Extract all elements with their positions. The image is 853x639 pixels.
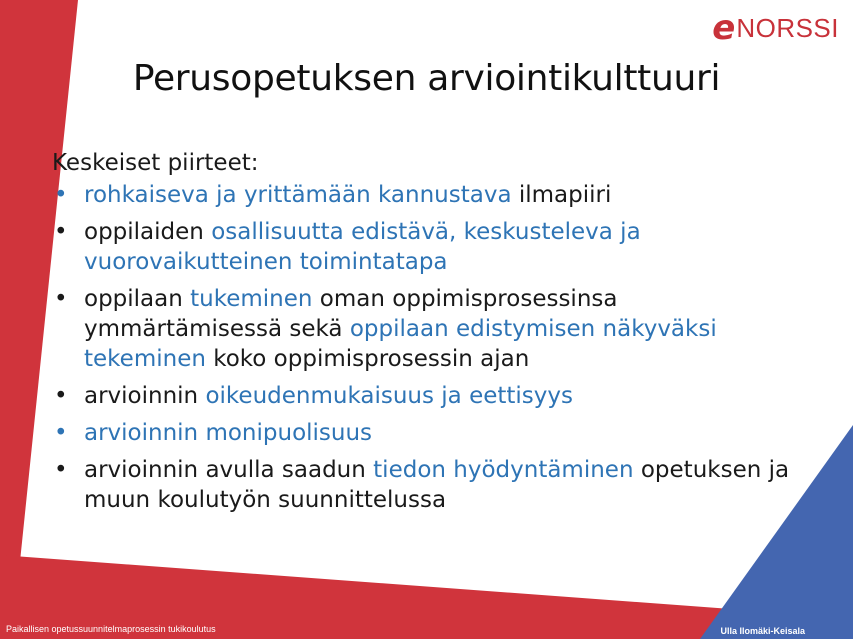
item-text: oppilaan bbox=[84, 286, 191, 312]
bullet-item bbox=[52, 455, 812, 515]
slide-title: Perusopetuksen arviointikulttuuri bbox=[132, 58, 721, 99]
bullet-marker: • bbox=[54, 457, 68, 483]
highlighted-text: osallisuutta edistävä, keskusteleva ja vuorovaikutteinen toimintatapa bbox=[84, 219, 641, 275]
bullet-item bbox=[52, 180, 812, 210]
highlighted-text: tukeminen bbox=[190, 286, 313, 312]
highlighted-text: tiedon hyödyntäminen bbox=[373, 457, 634, 483]
bullet-marker: • bbox=[54, 286, 68, 312]
bullet-item bbox=[52, 418, 812, 448]
bullet-marker: • bbox=[54, 383, 68, 409]
highlighted-text: oppilaan edistymisen näkyväksi tekeminen bbox=[84, 316, 717, 372]
item-text: oman oppimisprosessinsa ymmärtämisessä sekä bbox=[84, 286, 618, 342]
logo-mark: e bbox=[712, 8, 736, 48]
highlighted-text: arvioinnin monipuolisuus bbox=[84, 420, 373, 446]
bullet-marker: • bbox=[54, 219, 68, 245]
item-text: opetuksen ja muun koulutyön suunnittelussa bbox=[84, 457, 790, 513]
bullet-item bbox=[52, 381, 812, 411]
item-text: koko oppimisprosessin ajan bbox=[205, 346, 530, 372]
highlighted-text: rohkaiseva ja yrittämään kannustava bbox=[84, 182, 512, 208]
item-text: ilmapiiri bbox=[511, 182, 612, 208]
item-text: arvioinnin avulla saadun bbox=[84, 457, 374, 483]
slide-content bbox=[52, 148, 812, 522]
footer-author: Ulla Ilomäki-Keisala bbox=[720, 626, 805, 636]
bullet-marker: • bbox=[54, 182, 68, 208]
highlighted-text: oikeudenmukaisuus ja eettisyys bbox=[205, 383, 573, 409]
bullet-marker: • bbox=[54, 420, 68, 446]
logo-text: NORSSI bbox=[736, 13, 839, 43]
footer-left-text: Paikallisen opetussuunnitelmaprosessin tukikoulutus bbox=[6, 624, 216, 634]
enorssi-logo bbox=[712, 10, 839, 46]
content-heading: Keskeiset piirteet: bbox=[52, 150, 259, 176]
bullet-item bbox=[52, 217, 812, 277]
item-text: arvioinnin bbox=[84, 383, 206, 409]
item-text: oppilaiden bbox=[84, 219, 212, 245]
bullet-list bbox=[52, 180, 812, 515]
bullet-item bbox=[52, 284, 812, 374]
